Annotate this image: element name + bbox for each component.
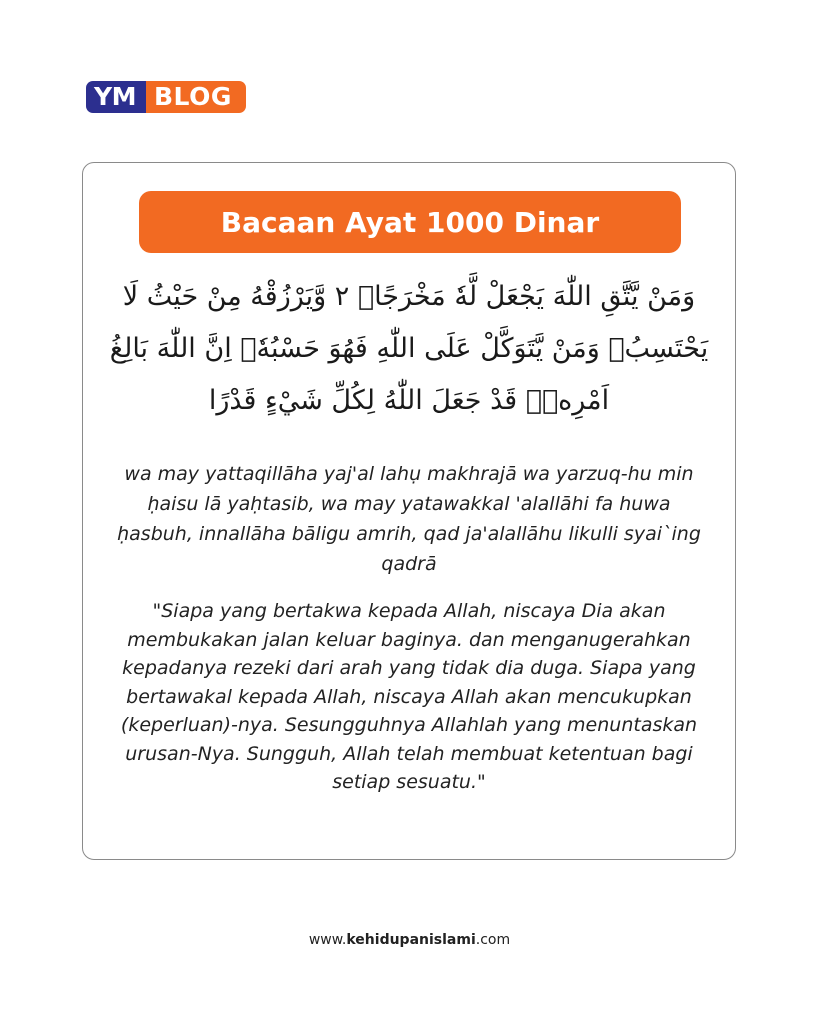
title-banner — [139, 191, 681, 253]
verse-card — [82, 162, 736, 860]
blog-logo[interactable] — [86, 81, 246, 113]
logo-blog-text: BLOG — [146, 81, 246, 113]
arabic-verse: وَمَنْ يَّتَّقِ اللّٰهَ يَجْعَلْ لَّهٗ مَخْرَجًاۙ ٢ وَّيَرْزُقْهُ مِنْ حَيْثُ لَا يَحْتَسِبُۗ وَمَنْ يَّتَوَكَّلْ عَلَى اللّٰهِ فَهُوَ حَسْبُهٗۗ اِنَّ اللّٰهَ بَالِغُ اَمْرِهٖۗ قَدْ جَعَلَ اللّٰهُ لِكُلِّ شَيْءٍ قَدْرًا — [109, 281, 709, 416]
url-domain: kehidupanislami — [346, 932, 476, 948]
logo-ym-text: YM — [86, 81, 146, 113]
transliteration-text: wa may yattaqillāha yaj'al lahụ makhrajā wa yarzuq-hu min ḥaisu lā yaḥtasib, wa may yatawakkal 'alallāhi fa huwa ḥasbuh, innallāha bāligu amrih, qad ja'alallāhu likulli syai`ing qadrā — [117, 463, 701, 575]
url-suffix: .com — [475, 932, 511, 948]
card-title: Bacaan Ayat 1000 Dinar — [220, 205, 600, 239]
website-url[interactable] — [0, 932, 819, 948]
translation-text: "Siapa yang bertakwa kepada Allah, niscaya Dia akan membukakan jalan keluar baginya. dan menganugerahkan kepadanya rezeki dari arah yang tidak dia duga. Siapa yang bertawakal kepada Allah, niscaya Allah akan mencukupkan (keperluan)-nya. Sesungguhnya Allahlah yang menuntaskan urusan-Nya. Sungguh, Allah telah membuat ketentuan bagi setiap sesuatu." — [120, 600, 698, 793]
url-prefix: www. — [308, 932, 347, 948]
